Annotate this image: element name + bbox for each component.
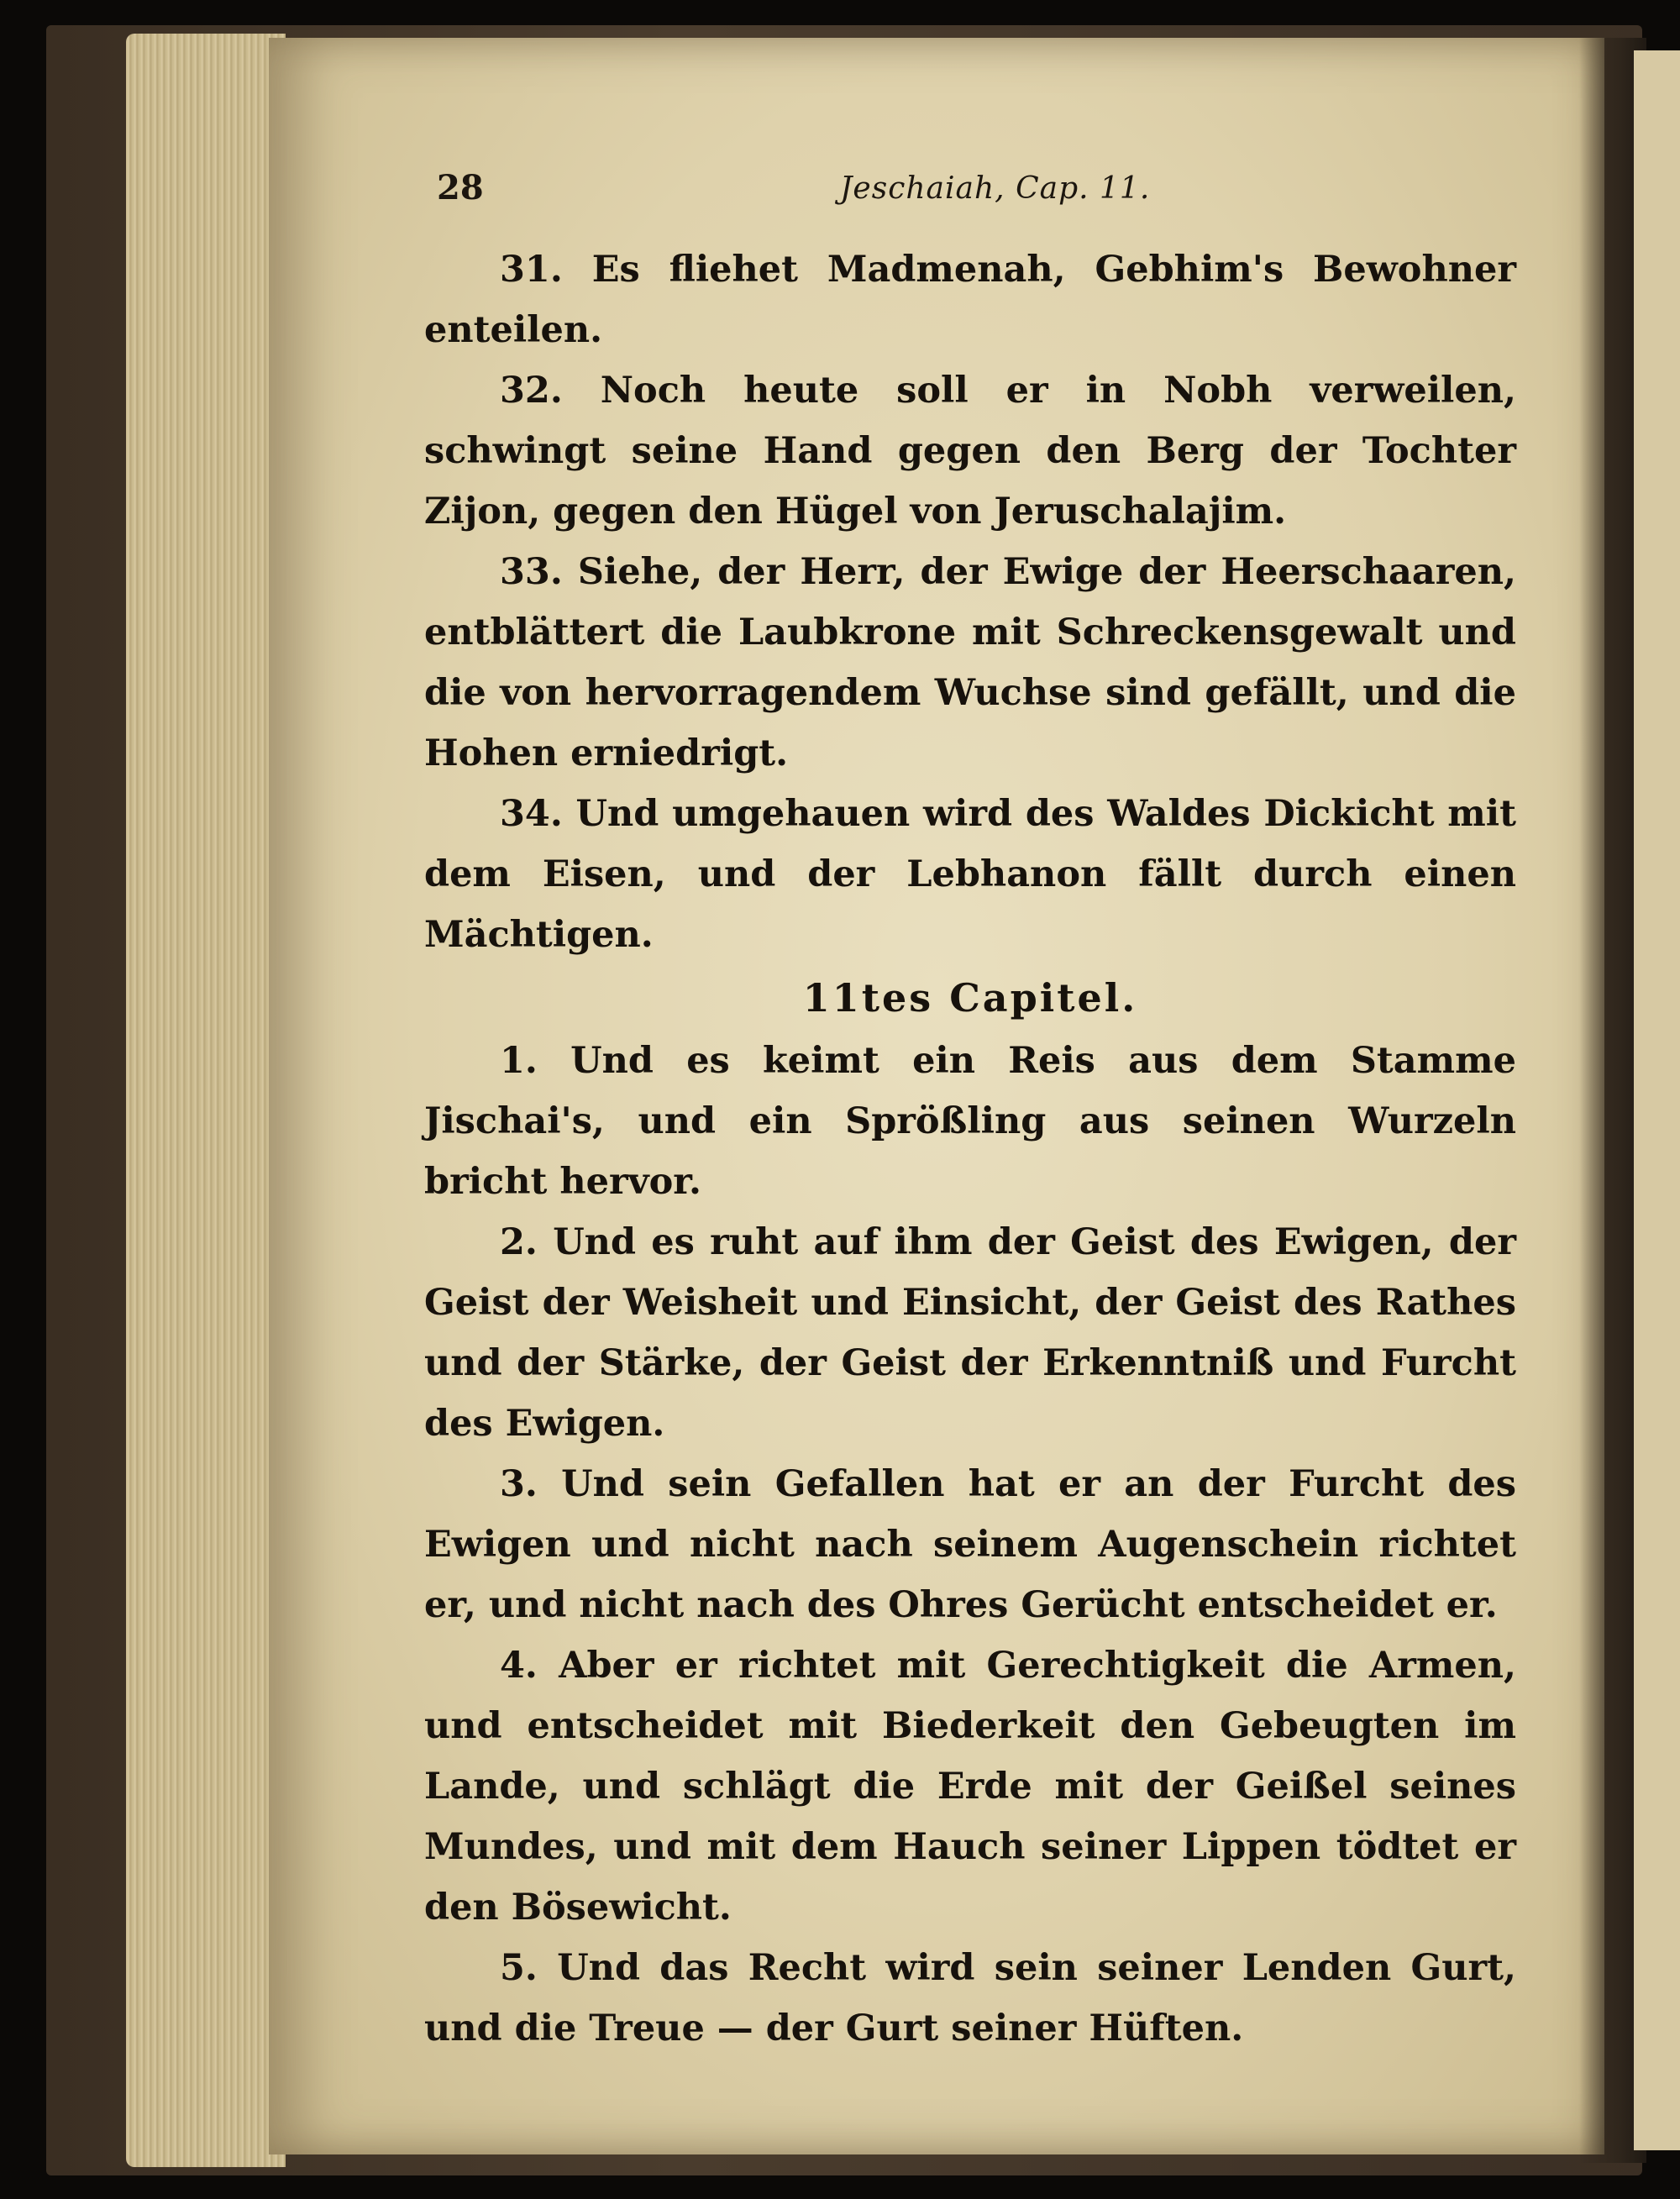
verse-3 <box>424 1454 1516 1635</box>
verse-number: 3. <box>500 1463 538 1505</box>
verse-32 <box>424 360 1516 542</box>
chapter-heading: 11tes Capitel. <box>802 975 1138 1021</box>
page-header <box>437 168 1512 218</box>
verse-number: 32. <box>500 370 563 412</box>
verse-text: Und umgehauen wird des Waldes Dickicht mit dem Eisen, und der Lebhanon fällt durch einen Mächtigen. <box>424 793 1516 956</box>
verse-34 <box>424 784 1516 965</box>
verse-number: 5. <box>500 1947 538 1989</box>
verse-31 <box>424 239 1516 360</box>
running-head: Jeschaiah, Cap. 11. <box>840 171 1151 206</box>
facing-page-edge <box>1634 50 1680 2150</box>
verse-33 <box>424 542 1516 784</box>
verse-text: Und sein Gefallen hat er an der Furcht des Ewigen und nicht nach seinem Augenschein richtet er, und nicht nach des Ohres Gerücht entscheidet er. <box>424 1463 1516 1626</box>
verse-text: Aber er richtet mit Gerechtigkeit die Armen, und entscheidet mit Biederkeit den Gebeugten im Lande, und schlägt die Erde mit der Geißel seines Mundes, und mit dem Hauch seiner Lippen tödtet er den Bösewicht. <box>424 1645 1516 1929</box>
verse-number: 4. <box>500 1645 538 1687</box>
verse-text: Und das Recht wird sein seiner Lenden Gurt, und die Treue — der Gurt seiner Hüften. <box>424 1947 1516 2049</box>
verse-text: Und es ruht auf ihm der Geist des Ewigen, der Geist der Weisheit und Einsicht, der Geist des Rathes und der Stärke, der Geist der Erkenntniß und Furcht des Ewigen. <box>424 1221 1516 1445</box>
verse-2 <box>424 1212 1516 1454</box>
verse-4 <box>424 1635 1516 1938</box>
verse-number: 33. <box>500 551 563 593</box>
verse-number: 2. <box>500 1221 538 1263</box>
verse-number: 1. <box>500 1040 538 1082</box>
verse-5 <box>424 1938 1516 2059</box>
page-edges <box>126 34 286 2167</box>
verse-text: Noch heute soll er in Nobh verweilen, schwingt seine Hand gegen den Berg der Tochter Zijon, gegen den Hügel von Jeruschalajim. <box>424 370 1516 533</box>
page-text <box>424 239 1516 2059</box>
verse-number: 34. <box>500 793 563 835</box>
verse-number: 31. <box>500 249 563 291</box>
verse-1 <box>424 1031 1516 1212</box>
verse-text: Siehe, der Herr, der Ewige der Heerschaaren, entblättert die Laubkrone mit Schreckensgewalt und die von hervorragendem Wuchse sind gefällt, und die Hohen erniedrigt. <box>424 551 1516 774</box>
verse-text: Es fliehet Madmenah, Gebhim's Bewohner enteilen. <box>424 249 1516 351</box>
page-number: 28 <box>437 168 484 207</box>
verse-text: Und es keimt ein Reis aus dem Stamme Jischai's, und ein Sprößling aus seinen Wurzeln bricht hervor. <box>424 1040 1516 1203</box>
